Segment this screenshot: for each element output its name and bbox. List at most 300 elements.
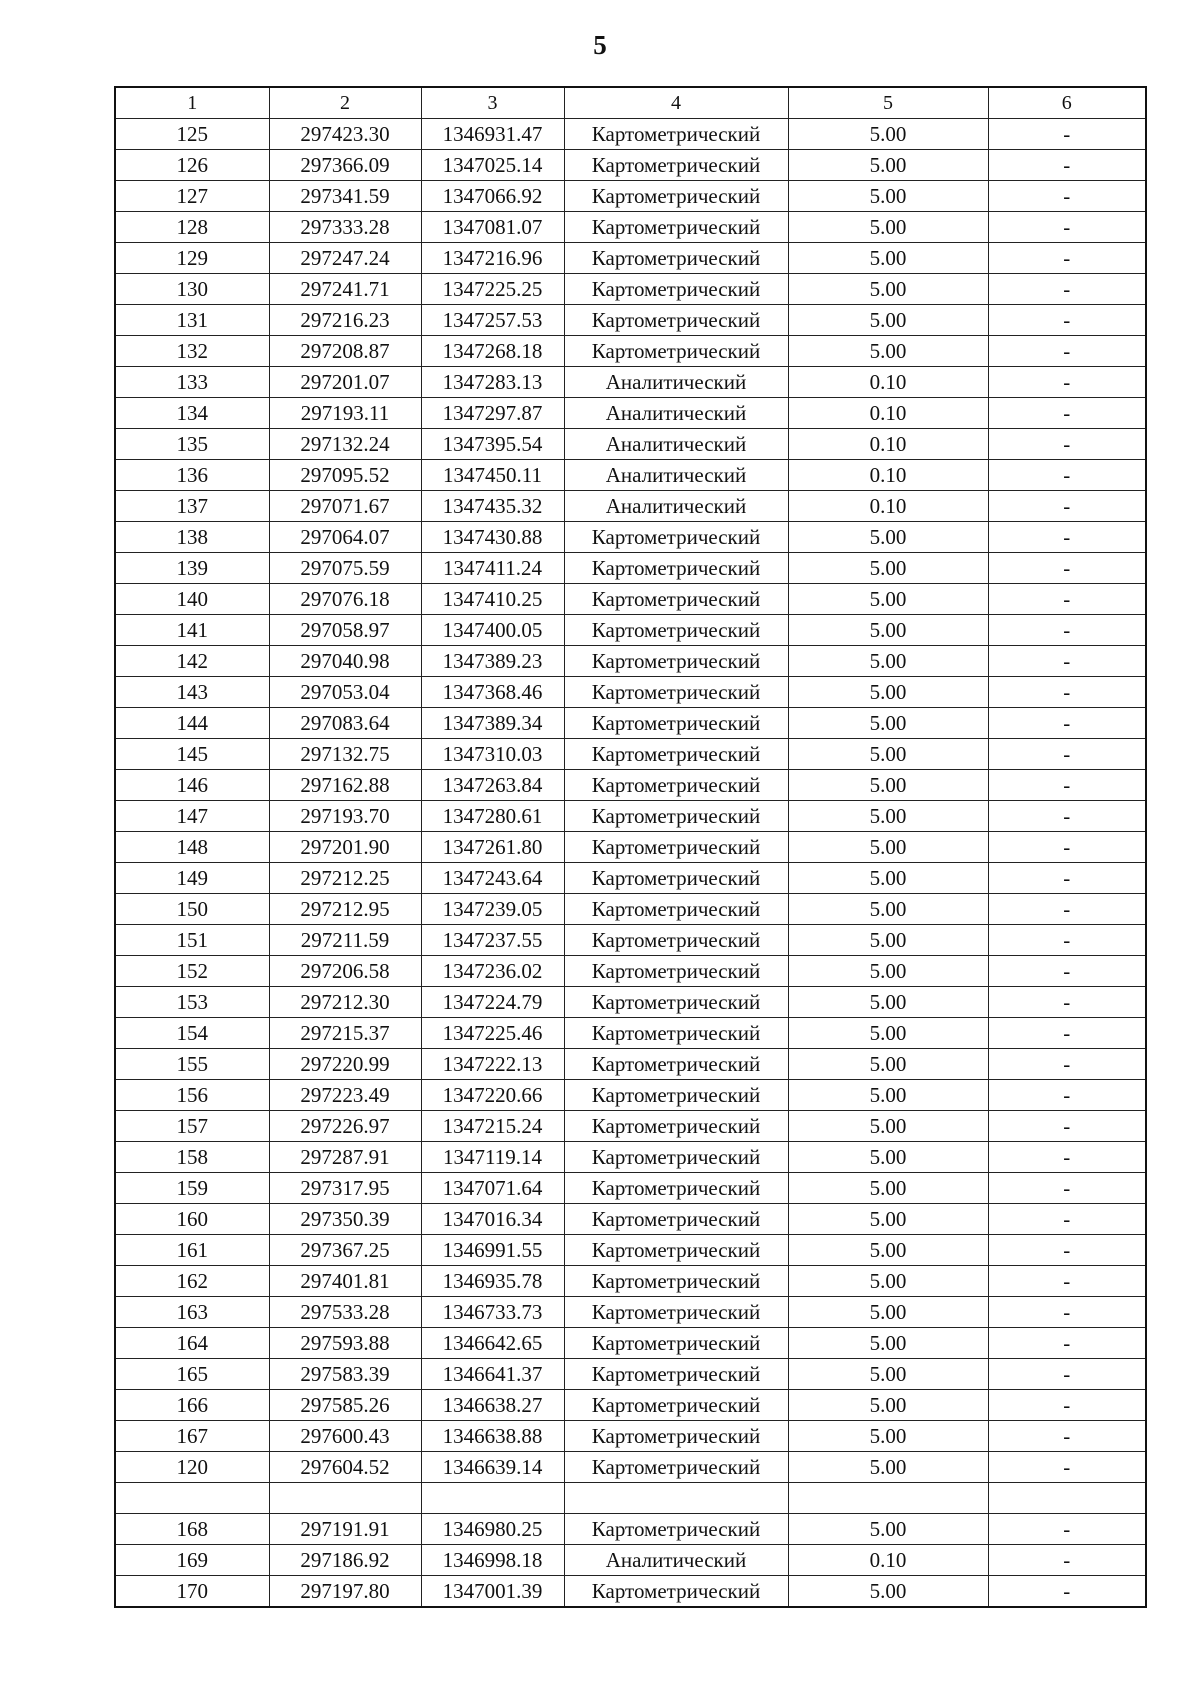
x-coordinate-cell: 297212.95: [269, 894, 421, 925]
x-coordinate-cell: 297076.18: [269, 584, 421, 615]
point-number-cell: 152: [115, 956, 269, 987]
description-cell: -: [988, 987, 1146, 1018]
method-cell: Картометрический: [564, 1018, 788, 1049]
y-coordinate-cell: 1347239.05: [421, 894, 564, 925]
table-row: [115, 1111, 1146, 1142]
point-number-cell: 158: [115, 1142, 269, 1173]
table-row: [115, 553, 1146, 584]
point-number-cell: 155: [115, 1049, 269, 1080]
description-cell: -: [988, 1328, 1146, 1359]
x-coordinate-cell: 297247.24: [269, 243, 421, 274]
table-row: [115, 1080, 1146, 1111]
accuracy-cell: 5.00: [788, 925, 988, 956]
accuracy-cell: 5.00: [788, 1018, 988, 1049]
description-cell: -: [988, 305, 1146, 336]
point-number-cell: 140: [115, 584, 269, 615]
y-coordinate-cell: 1347389.34: [421, 708, 564, 739]
table-row: [115, 832, 1146, 863]
table-row: [115, 119, 1146, 150]
method-cell: Аналитический: [564, 398, 788, 429]
y-coordinate-cell: 1346639.14: [421, 1452, 564, 1483]
y-coordinate-cell: 1347400.05: [421, 615, 564, 646]
x-coordinate-cell: 297064.07: [269, 522, 421, 553]
table-row: [115, 1421, 1146, 1452]
accuracy-cell: 5.00: [788, 863, 988, 894]
x-coordinate-cell: 297333.28: [269, 212, 421, 243]
x-coordinate-cell: 297132.75: [269, 739, 421, 770]
x-coordinate-cell: 297585.26: [269, 1390, 421, 1421]
accuracy-cell: 5.00: [788, 1297, 988, 1328]
y-coordinate-cell: 1347216.96: [421, 243, 564, 274]
x-coordinate-cell: 297211.59: [269, 925, 421, 956]
description-cell: -: [988, 491, 1146, 522]
x-coordinate-cell: 297040.98: [269, 646, 421, 677]
y-coordinate-cell: 1347237.55: [421, 925, 564, 956]
table-row: [115, 1297, 1146, 1328]
description-cell: -: [988, 1421, 1146, 1452]
point-number-cell: 164: [115, 1328, 269, 1359]
accuracy-cell: 0.10: [788, 398, 988, 429]
description-cell: -: [988, 1576, 1146, 1608]
table-header: [115, 87, 1146, 119]
method-cell: Картометрический: [564, 1204, 788, 1235]
y-coordinate-cell: 1346733.73: [421, 1297, 564, 1328]
x-coordinate-cell: 297223.49: [269, 1080, 421, 1111]
accuracy-cell: 5.00: [788, 677, 988, 708]
description-cell: -: [988, 119, 1146, 150]
x-coordinate-cell: 297191.91: [269, 1514, 421, 1545]
point-number-cell: 156: [115, 1080, 269, 1111]
point-number-cell: 167: [115, 1421, 269, 1452]
accuracy-cell: 5.00: [788, 1390, 988, 1421]
method-cell: Картометрический: [564, 212, 788, 243]
accuracy-cell: 5.00: [788, 584, 988, 615]
description-cell: -: [988, 1080, 1146, 1111]
description-cell: -: [988, 1266, 1146, 1297]
y-coordinate-cell: 1347222.13: [421, 1049, 564, 1080]
table-row: [115, 1576, 1146, 1608]
description-cell: -: [988, 367, 1146, 398]
x-coordinate-cell: 297583.39: [269, 1359, 421, 1390]
y-coordinate-cell: 1346642.65: [421, 1328, 564, 1359]
description-cell: -: [988, 1452, 1146, 1483]
point-number-cell: 126: [115, 150, 269, 181]
y-coordinate-cell: 1347263.84: [421, 770, 564, 801]
method-cell: Аналитический: [564, 460, 788, 491]
x-coordinate-cell: 297201.90: [269, 832, 421, 863]
point-number-cell: 153: [115, 987, 269, 1018]
table-row: [115, 336, 1146, 367]
method-cell: Картометрический: [564, 553, 788, 584]
x-coordinate-cell: 297366.09: [269, 150, 421, 181]
method-cell: Картометрический: [564, 1452, 788, 1483]
y-coordinate-cell: 1347119.14: [421, 1142, 564, 1173]
accuracy-cell: 5.00: [788, 1173, 988, 1204]
x-coordinate-cell: 297201.07: [269, 367, 421, 398]
y-coordinate-cell: 1347025.14: [421, 150, 564, 181]
description-cell: -: [988, 739, 1146, 770]
y-coordinate-cell: 1347411.24: [421, 553, 564, 584]
accuracy-cell: 5.00: [788, 801, 988, 832]
point-number-cell: 160: [115, 1204, 269, 1235]
description-cell: -: [988, 274, 1146, 305]
description-cell: -: [988, 956, 1146, 987]
method-cell: Картометрический: [564, 181, 788, 212]
method-cell: Картометрический: [564, 522, 788, 553]
accuracy-cell: 5.00: [788, 1235, 988, 1266]
description-cell: -: [988, 1142, 1146, 1173]
y-coordinate-cell: 1347016.34: [421, 1204, 564, 1235]
x-coordinate-cell: 297075.59: [269, 553, 421, 584]
point-number-cell: 134: [115, 398, 269, 429]
table-row: [115, 212, 1146, 243]
method-cell: Аналитический: [564, 429, 788, 460]
accuracy-cell: 5.00: [788, 336, 988, 367]
point-number-cell: 133: [115, 367, 269, 398]
point-number-cell: 162: [115, 1266, 269, 1297]
description-cell: -: [988, 398, 1146, 429]
accuracy-cell: 5.00: [788, 1266, 988, 1297]
y-coordinate-cell: 1347395.54: [421, 429, 564, 460]
method-cell: Картометрический: [564, 1111, 788, 1142]
method-cell: Картометрический: [564, 863, 788, 894]
table-row: [115, 956, 1146, 987]
y-coordinate-cell: 1346998.18: [421, 1545, 564, 1576]
accuracy-cell: 5.00: [788, 1421, 988, 1452]
coordinates-table: [114, 86, 1147, 1608]
x-coordinate-cell: 297423.30: [269, 119, 421, 150]
method-cell: Картометрический: [564, 646, 788, 677]
point-number-cell: 141: [115, 615, 269, 646]
x-coordinate-cell: 297212.30: [269, 987, 421, 1018]
description-cell: -: [988, 832, 1146, 863]
table-row: [115, 894, 1146, 925]
accuracy-cell: [788, 1483, 988, 1514]
x-coordinate-cell: 297095.52: [269, 460, 421, 491]
point-number-cell: 157: [115, 1111, 269, 1142]
x-coordinate-cell: 297208.87: [269, 336, 421, 367]
method-cell: Картометрический: [564, 801, 788, 832]
point-number-cell: 136: [115, 460, 269, 491]
accuracy-cell: 5.00: [788, 119, 988, 150]
table-row: [115, 150, 1146, 181]
description-cell: -: [988, 863, 1146, 894]
table-row: [115, 1452, 1146, 1483]
accuracy-cell: 5.00: [788, 305, 988, 336]
y-coordinate-cell: 1347268.18: [421, 336, 564, 367]
description-cell: -: [988, 894, 1146, 925]
table-row: [115, 1049, 1146, 1080]
y-coordinate-cell: 1347389.23: [421, 646, 564, 677]
description-cell: -: [988, 677, 1146, 708]
method-cell: Картометрический: [564, 708, 788, 739]
point-number-cell: 120: [115, 1452, 269, 1483]
x-coordinate-cell: 297220.99: [269, 1049, 421, 1080]
description-cell: -: [988, 1018, 1146, 1049]
method-cell: Картометрический: [564, 956, 788, 987]
accuracy-cell: 5.00: [788, 1359, 988, 1390]
header-cell: 5: [788, 87, 988, 119]
y-coordinate-cell: 1347310.03: [421, 739, 564, 770]
table-row: [115, 1359, 1146, 1390]
table-row: [115, 398, 1146, 429]
y-coordinate-cell: 1347224.79: [421, 987, 564, 1018]
table-row: [115, 274, 1146, 305]
x-coordinate-cell: 297083.64: [269, 708, 421, 739]
accuracy-cell: 5.00: [788, 274, 988, 305]
table-row: [115, 1266, 1146, 1297]
point-number-cell: 148: [115, 832, 269, 863]
table-row: [115, 801, 1146, 832]
description-cell: -: [988, 1297, 1146, 1328]
description-cell: -: [988, 708, 1146, 739]
method-cell: Аналитический: [564, 367, 788, 398]
table-row: [115, 181, 1146, 212]
description-cell: -: [988, 460, 1146, 491]
method-cell: Картометрический: [564, 925, 788, 956]
description-cell: -: [988, 1514, 1146, 1545]
method-cell: Картометрический: [564, 150, 788, 181]
table-row: [115, 1390, 1146, 1421]
y-coordinate-cell: 1347435.32: [421, 491, 564, 522]
point-number-cell: 161: [115, 1235, 269, 1266]
table-row: [115, 491, 1146, 522]
x-coordinate-cell: 297053.04: [269, 677, 421, 708]
method-cell: Картометрический: [564, 1421, 788, 1452]
y-coordinate-cell: 1347001.39: [421, 1576, 564, 1608]
accuracy-cell: 5.00: [788, 987, 988, 1018]
accuracy-cell: 5.00: [788, 1576, 988, 1608]
point-number-cell: 139: [115, 553, 269, 584]
accuracy-cell: 5.00: [788, 243, 988, 274]
x-coordinate-cell: 297132.24: [269, 429, 421, 460]
method-cell: Картометрический: [564, 1390, 788, 1421]
y-coordinate-cell: 1347430.88: [421, 522, 564, 553]
method-cell: Картометрический: [564, 243, 788, 274]
table-row: [115, 646, 1146, 677]
y-coordinate-cell: 1347220.66: [421, 1080, 564, 1111]
description-cell: [988, 1483, 1146, 1514]
accuracy-cell: 0.10: [788, 491, 988, 522]
point-number-cell: 169: [115, 1545, 269, 1576]
point-number-cell: 130: [115, 274, 269, 305]
description-cell: -: [988, 1235, 1146, 1266]
description-cell: -: [988, 801, 1146, 832]
description-cell: -: [988, 429, 1146, 460]
y-coordinate-cell: [421, 1483, 564, 1514]
y-coordinate-cell: 1346935.78: [421, 1266, 564, 1297]
header-cell: 6: [988, 87, 1146, 119]
y-coordinate-cell: 1347257.53: [421, 305, 564, 336]
point-number-cell: 138: [115, 522, 269, 553]
point-number-cell: 165: [115, 1359, 269, 1390]
table-row: [115, 1545, 1146, 1576]
x-coordinate-cell: 297287.91: [269, 1142, 421, 1173]
method-cell: Картометрический: [564, 305, 788, 336]
x-coordinate-cell: 297216.23: [269, 305, 421, 336]
method-cell: Картометрический: [564, 894, 788, 925]
accuracy-cell: 5.00: [788, 1080, 988, 1111]
x-coordinate-cell: 297215.37: [269, 1018, 421, 1049]
x-coordinate-cell: 297317.95: [269, 1173, 421, 1204]
table-row: [115, 1204, 1146, 1235]
point-number-cell: 170: [115, 1576, 269, 1608]
accuracy-cell: 5.00: [788, 739, 988, 770]
point-number-cell: 159: [115, 1173, 269, 1204]
y-coordinate-cell: 1347280.61: [421, 801, 564, 832]
x-coordinate-cell: 297186.92: [269, 1545, 421, 1576]
description-cell: -: [988, 1173, 1146, 1204]
table-row: [115, 1018, 1146, 1049]
y-coordinate-cell: 1347450.11: [421, 460, 564, 491]
y-coordinate-cell: 1346991.55: [421, 1235, 564, 1266]
description-cell: -: [988, 770, 1146, 801]
method-cell: Картометрический: [564, 584, 788, 615]
table-row: [115, 770, 1146, 801]
accuracy-cell: 5.00: [788, 150, 988, 181]
accuracy-cell: 5.00: [788, 181, 988, 212]
table-body: [115, 119, 1146, 1608]
point-number-cell: 143: [115, 677, 269, 708]
method-cell: Картометрический: [564, 336, 788, 367]
method-cell: Картометрический: [564, 832, 788, 863]
method-cell: Картометрический: [564, 1297, 788, 1328]
y-coordinate-cell: 1346641.37: [421, 1359, 564, 1390]
description-cell: -: [988, 646, 1146, 677]
method-cell: Картометрический: [564, 987, 788, 1018]
table-row: [115, 305, 1146, 336]
x-coordinate-cell: 297193.70: [269, 801, 421, 832]
accuracy-cell: 5.00: [788, 708, 988, 739]
table-row: [115, 584, 1146, 615]
method-cell: Картометрический: [564, 1142, 788, 1173]
x-coordinate-cell: 297226.97: [269, 1111, 421, 1142]
point-number-cell: 149: [115, 863, 269, 894]
method-cell: Картометрический: [564, 677, 788, 708]
description-cell: -: [988, 243, 1146, 274]
point-number-cell: 144: [115, 708, 269, 739]
x-coordinate-cell: 297058.97: [269, 615, 421, 646]
x-coordinate-cell: 297401.81: [269, 1266, 421, 1297]
description-cell: -: [988, 925, 1146, 956]
point-number-cell: 127: [115, 181, 269, 212]
method-cell: Картометрический: [564, 739, 788, 770]
y-coordinate-cell: 1347261.80: [421, 832, 564, 863]
y-coordinate-cell: 1347243.64: [421, 863, 564, 894]
accuracy-cell: 5.00: [788, 522, 988, 553]
table-row: [115, 243, 1146, 274]
accuracy-cell: 0.10: [788, 460, 988, 491]
method-cell: Картометрический: [564, 1359, 788, 1390]
y-coordinate-cell: 1346931.47: [421, 119, 564, 150]
point-number-cell: 125: [115, 119, 269, 150]
y-coordinate-cell: 1347225.25: [421, 274, 564, 305]
method-cell: Картометрический: [564, 1080, 788, 1111]
y-coordinate-cell: 1347081.07: [421, 212, 564, 243]
page-number: 5: [593, 30, 607, 60]
method-cell: Картометрический: [564, 1235, 788, 1266]
table-row: [115, 987, 1146, 1018]
description-cell: -: [988, 150, 1146, 181]
accuracy-cell: 5.00: [788, 832, 988, 863]
accuracy-cell: 5.00: [788, 1142, 988, 1173]
point-number-cell: 147: [115, 801, 269, 832]
point-number-cell: 168: [115, 1514, 269, 1545]
table-row: [115, 863, 1146, 894]
x-coordinate-cell: 297071.67: [269, 491, 421, 522]
y-coordinate-cell: 1347410.25: [421, 584, 564, 615]
point-number-cell: 137: [115, 491, 269, 522]
point-number-cell: [115, 1483, 269, 1514]
method-cell: Аналитический: [564, 1545, 788, 1576]
y-coordinate-cell: 1347215.24: [421, 1111, 564, 1142]
accuracy-cell: 5.00: [788, 1514, 988, 1545]
accuracy-cell: 5.00: [788, 1049, 988, 1080]
x-coordinate-cell: 297212.25: [269, 863, 421, 894]
method-cell: Картометрический: [564, 1266, 788, 1297]
point-number-cell: 145: [115, 739, 269, 770]
accuracy-cell: 0.10: [788, 429, 988, 460]
y-coordinate-cell: 1347071.64: [421, 1173, 564, 1204]
y-coordinate-cell: 1347225.46: [421, 1018, 564, 1049]
x-coordinate-cell: 297367.25: [269, 1235, 421, 1266]
table-row: [115, 522, 1146, 553]
table-row: [115, 1514, 1146, 1545]
description-cell: -: [988, 212, 1146, 243]
point-number-cell: 131: [115, 305, 269, 336]
description-cell: -: [988, 336, 1146, 367]
y-coordinate-cell: 1347236.02: [421, 956, 564, 987]
description-cell: -: [988, 584, 1146, 615]
method-cell: Картометрический: [564, 770, 788, 801]
header-cell: 4: [564, 87, 788, 119]
table-row: [115, 367, 1146, 398]
point-number-cell: 150: [115, 894, 269, 925]
y-coordinate-cell: 1346638.88: [421, 1421, 564, 1452]
x-coordinate-cell: 297193.11: [269, 398, 421, 429]
point-number-cell: 132: [115, 336, 269, 367]
accuracy-cell: 5.00: [788, 894, 988, 925]
header-row: [115, 87, 1146, 119]
y-coordinate-cell: 1347297.87: [421, 398, 564, 429]
method-cell: Картометрический: [564, 274, 788, 305]
method-cell: Картометрический: [564, 615, 788, 646]
table-row: [115, 739, 1146, 770]
description-cell: -: [988, 1204, 1146, 1235]
accuracy-cell: 5.00: [788, 646, 988, 677]
table-row: [115, 460, 1146, 491]
y-coordinate-cell: 1347283.13: [421, 367, 564, 398]
point-number-cell: 135: [115, 429, 269, 460]
method-cell: Аналитический: [564, 491, 788, 522]
description-cell: -: [988, 1111, 1146, 1142]
point-number-cell: 166: [115, 1390, 269, 1421]
point-number-cell: 129: [115, 243, 269, 274]
accuracy-cell: 5.00: [788, 956, 988, 987]
point-number-cell: 163: [115, 1297, 269, 1328]
x-coordinate-cell: 297600.43: [269, 1421, 421, 1452]
x-coordinate-cell: 297350.39: [269, 1204, 421, 1235]
y-coordinate-cell: 1347368.46: [421, 677, 564, 708]
method-cell: Картометрический: [564, 1173, 788, 1204]
y-coordinate-cell: 1347066.92: [421, 181, 564, 212]
table-row: [115, 615, 1146, 646]
description-cell: -: [988, 1390, 1146, 1421]
table-row: [115, 1483, 1146, 1514]
y-coordinate-cell: 1346980.25: [421, 1514, 564, 1545]
accuracy-cell: 5.00: [788, 1328, 988, 1359]
point-number-cell: 154: [115, 1018, 269, 1049]
